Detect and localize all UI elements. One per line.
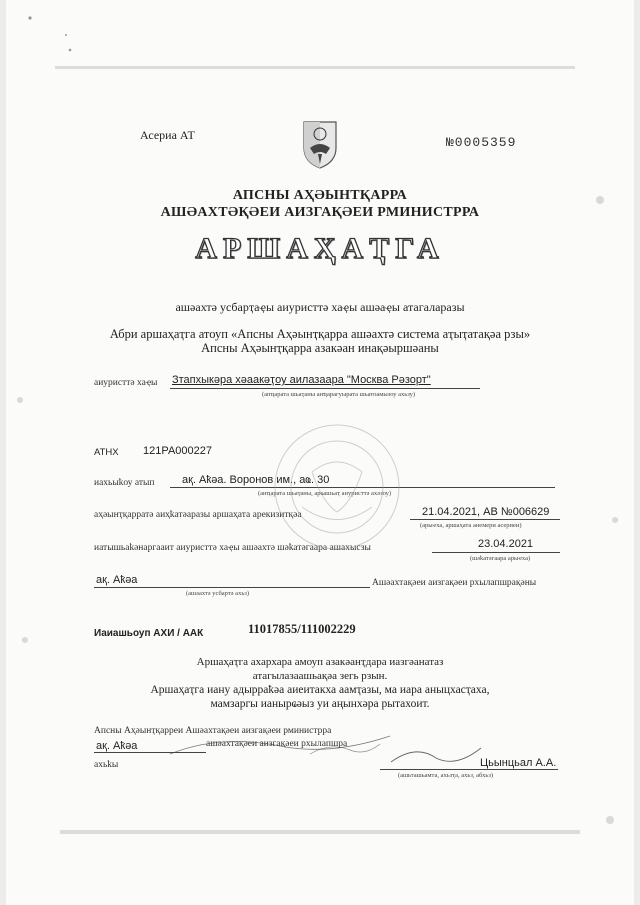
taxdate-label: иатышьаҟәнаргааит аиуристтә хаҿы ашәахтә шәҟатәгаара ашахысзы [94, 543, 371, 553]
address-label: иахьыҟоу атып [94, 478, 155, 488]
taxdate-caption: (шәҟатәгаара арыҽха) [470, 555, 531, 562]
issued-for-text: ашәахтә усбарҭаҿы аиуристтә хаҿы ашәаҿы атагаларазы [175, 300, 465, 314]
org-name: Зтапхыкәра хәаакәҭоу аилазаара "Москва Рәзорт" [172, 374, 431, 386]
ahi-label: Иаиашьоуп АХИ / ААК [94, 628, 204, 639]
basis-line1: Абри аршаҳаҭга атоуп «Апсны Аҳәынҭқарра ашәахтә система аҭыҭатақәа рзы» [109, 327, 531, 341]
signature-ministry-line2: ашәахтақәеи аизгақәеи рхылапшра [206, 739, 348, 749]
atnh-value: 121РА000227 [143, 445, 212, 457]
condition-line2: атагылазаашьақәа зегь рзын. [252, 670, 388, 682]
org-label: аиуристтә хаҿы [94, 378, 158, 388]
coat-of-arms-icon [300, 118, 340, 170]
registration-caption: (арыҽха, аршаҳата анемери асериеи) [420, 522, 522, 529]
signatory-name: Цьынцьал А.А. [480, 757, 557, 769]
signature-ministry-line1: Апсны Аҳәынҭқарреи Ашәахтақәеи аизгақәеи рминистрра [94, 726, 332, 736]
condition-line4: мамзаргы ианырҩәыз уи аңынхәра рытахоит. [210, 698, 430, 710]
signature-place-label: ахьҟы [94, 760, 119, 770]
condition-line3: Аршаҳаҭга иану адырраҟәа аиеитакха аамҭазы, ма иара аныцхасҭаха, [150, 684, 490, 696]
registration-value: 21.04.2021, АВ №006629 [422, 506, 550, 518]
certificate-number: №0005359 [446, 135, 517, 150]
office-value: ақ. Аҟәа [96, 574, 138, 586]
signatory-caption: (ашьташьамта, ахьзҭа, ахьз, абхьз) [398, 772, 494, 779]
basis-line2: Апсны Аҳәынҭқарра азакәан инақәыршәаны [201, 341, 439, 355]
address-value: ақ. Аҟәа. Воронов им., аҩ. 30 [182, 474, 330, 486]
ministry-title-line2: АШӘАХТӘҚӘЕИ АИЗГАҚӘЕИ РМИНИСТРРА [160, 205, 480, 220]
atnh-label: АТНХ [94, 447, 119, 458]
series-label: Асериа АТ [140, 128, 195, 142]
registration-label: аҳәынҭқарратә аиҳҟатәаразы аршаҳата арекизитқәа [94, 510, 302, 520]
taxdate-value: 23.04.2021 [478, 538, 534, 550]
ahi-value: 11017855/111002229 [248, 622, 356, 636]
address-caption: (анҵарата шьаҭаны, арҩашьаҭ ануристтә ахәзоу) [258, 490, 392, 497]
ministry-title-line1: АПСНЫ АҲӘЫНТҚАРРА [232, 188, 408, 203]
office-caption: (ашәахтә усбартә ахьз) [186, 590, 250, 597]
condition-line1: Аршаҳаҭга ахархара амоуп азакәанҭдара иазгәанатаз [196, 656, 444, 668]
document-title: АРШАҲАҬГА [195, 232, 445, 265]
org-caption: (апҵарата шьаҭаны анҵарагуырата шьатоамызоу ахьзу) [262, 391, 416, 398]
handwritten-signature-2 [386, 740, 486, 770]
signature-city: ақ. Аҟәа [96, 740, 138, 752]
office-suffix: Ашәахтақәеи аизгақәеи рхылапшрақәны [372, 578, 537, 588]
